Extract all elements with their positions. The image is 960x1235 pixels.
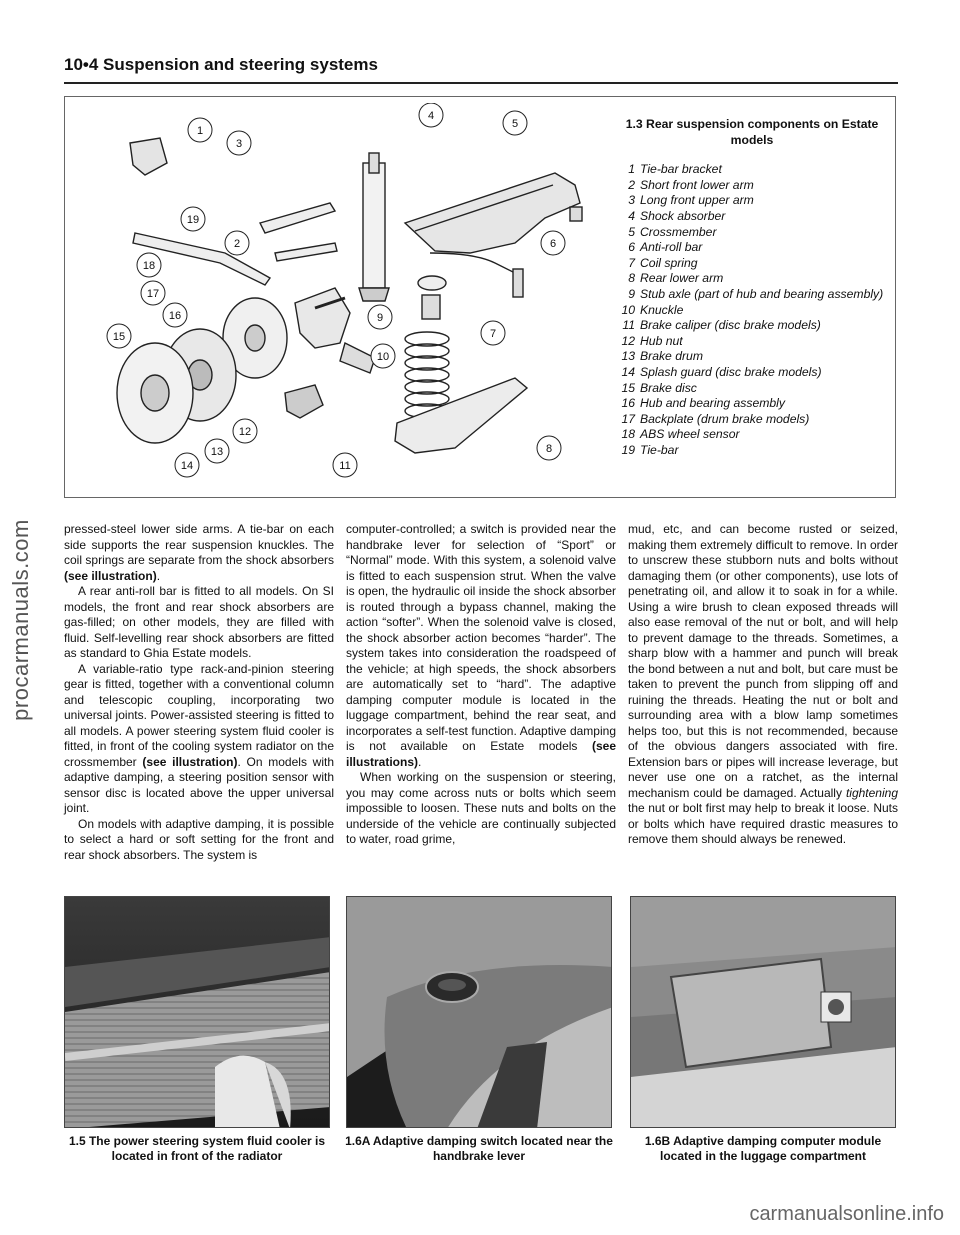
svg-text:14: 14 — [180, 460, 194, 472]
legend-number: 6 — [628, 240, 635, 255]
callout-10 — [371, 344, 395, 368]
svg-text:3: 3 — [235, 138, 243, 150]
svg-text:4: 4 — [427, 110, 435, 122]
legend-item — [607, 209, 887, 225]
legend-number: 11 — [622, 318, 635, 333]
callout-8 — [537, 436, 561, 460]
photo-damping-switch — [346, 896, 612, 1128]
legend-number: 1 — [628, 162, 635, 177]
legend-label: Knuckle — [640, 302, 684, 317]
legend-item — [607, 334, 887, 350]
legend-label: Crossmember — [640, 224, 717, 239]
rear-lower-arm-shape — [395, 378, 527, 453]
legend-item — [607, 287, 887, 303]
svg-text:5: 5 — [511, 118, 519, 130]
callout-12 — [233, 419, 257, 443]
legend-label: ABS wheel sensor — [640, 427, 740, 442]
col2-paragraph-1: computer-controlled; a switch is provided near the handbrake lever for selection of “Sport” or “Normal” mode. With this system, a solenoid valve is fitted to each suspension strut. When the valve is open, the hydraulic oil inside the shock absorber is routed through a bypass channel, making the action “softer”. When the solenoid valve is closed, the shock absorber action becomes “harder”. The system takes into consideration the roadspeed of the vehicle; at high speeds, the shock absorbers are automatically set to “hard”. The adaptive damping computer module is located in the luggage compartment, behind the rear seat, and incorporates a self-test function. Adaptive damping is not available on Estate models (see illustrations). — [346, 522, 616, 769]
legend-label: Shock absorber — [640, 208, 726, 223]
legend-label: Backplate (drum brake models) — [640, 411, 810, 426]
text-column-3 — [628, 522, 898, 848]
col3-paragraph-1: mud, etc, and can become rusted or seized, making them extremely difficult to remove. In order to unscrew these stubborn nuts and bolts without damaging them (or other components), use lots of penetrating oil, and allow it to soak in for a while. Using a wire brush to clean exposed threads will also ease removal of the nut or bolt, and will help to prevent damage to the threads. Sometimes, a sharp blow with a hammer and punch will break the bond between a nut and bolt, but care must be taken to prevent the punch from slipping off and ruining the threads. Heating the nut or bolt and surrounding area with a blow lamp sometimes helps too, but this is not recommended, because of the obvious dangers associated with fire. Extension bars or pipes will increase leverage, but never use one on a ratchet, as the internal mechanism could be damaged. Actually tightening the nut or bolt first may help to break it loose. Nuts or bolts which have required drastic measures to remove them should always be renewed. — [628, 522, 898, 846]
legend-label: Tie-bar — [640, 442, 679, 457]
legend-item — [607, 256, 887, 272]
callout-16 — [163, 303, 187, 327]
legend-number: 13 — [621, 349, 635, 364]
legend-label: Stub axle (part of hub and bearing assembly) — [640, 286, 884, 301]
legend-item — [607, 443, 887, 459]
figure-legend — [607, 117, 887, 458]
exploded-diagram — [75, 103, 605, 493]
svg-text:8: 8 — [545, 443, 553, 455]
col1-paragraph-2: A rear anti-roll bar is fitted to all models. On SI models, the front and rear shock absorbers are gas-filled; on other models, they are filled with fluid. Self-levelling rear shock absorbers are fitted as standard to Ghia Estate models. — [64, 584, 334, 660]
legend-number: 2 — [628, 177, 635, 192]
legend-number: 19 — [621, 442, 635, 457]
callout-17 — [141, 281, 165, 305]
callout-2 — [225, 231, 249, 255]
photo-damping-module — [630, 896, 896, 1128]
legend-item — [607, 381, 887, 397]
legend-label: Short front lower arm — [640, 177, 754, 192]
legend-item — [607, 225, 887, 241]
svg-text:15: 15 — [112, 331, 126, 343]
legend-item — [607, 412, 887, 428]
legend-number: 15 — [621, 380, 635, 395]
legend-label: Hub nut — [640, 333, 683, 348]
svg-text:16: 16 — [168, 310, 182, 322]
legend-label: Splash guard (disc brake models) — [640, 364, 822, 379]
svg-text:18: 18 — [142, 260, 156, 272]
legend-number: 8 — [628, 271, 635, 286]
callout-13 — [205, 439, 229, 463]
callout-7 — [481, 321, 505, 345]
callout-9 — [368, 305, 392, 329]
legend-number: 12 — [621, 333, 635, 348]
col1-paragraph-4: On models with adaptive damping, it is possible to select a hard or soft setting for the front and rear shock absorbers. The system is — [64, 816, 334, 862]
callout-19 — [181, 207, 205, 231]
col2-paragraph-2: When working on the suspension or steering, you may come across nuts or bolts which seem impossible to loosen. These nuts and bolts on the underside of the vehicle are continually subjected to water, road grime, — [346, 770, 616, 846]
svg-text:6: 6 — [549, 238, 557, 250]
shock-absorber-shape — [363, 163, 385, 288]
legend-number: 14 — [621, 364, 635, 379]
svg-text:7: 7 — [489, 328, 497, 340]
legend-number: 18 — [621, 427, 635, 442]
text-column-2 — [346, 522, 616, 848]
photo-fluid-cooler — [64, 896, 330, 1128]
col1-paragraph-1: pressed-steel lower side arms. A tie-bar on each side supports the rear suspension knuckles. The coil springs are separate from the shock absorbers (see illustration). — [64, 522, 334, 583]
figure-rear-suspension — [64, 96, 896, 498]
svg-text:17: 17 — [146, 288, 160, 300]
svg-text:19: 19 — [186, 214, 200, 226]
page-header — [64, 50, 898, 84]
legend-number: 5 — [628, 224, 635, 239]
legend-item — [607, 240, 887, 256]
legend-item — [607, 193, 887, 209]
callout-1 — [188, 118, 212, 142]
side-watermark — [6, 500, 36, 740]
legend-item — [607, 396, 887, 412]
legend-label: Anti-roll bar — [640, 240, 703, 255]
legend-item — [607, 427, 887, 443]
caption-damping-module: 1.6B Adaptive damping computer module located in the luggage compartment — [644, 1134, 882, 1163]
figure-title: 1.3 Rear suspension components on Estate models — [625, 117, 879, 147]
svg-text:9: 9 — [376, 312, 384, 324]
svg-text:2: 2 — [233, 238, 241, 250]
legend-label: Long front upper arm — [640, 193, 754, 208]
legend-number: 7 — [628, 255, 635, 270]
svg-text:10: 10 — [376, 351, 390, 363]
legend-item — [607, 178, 887, 194]
caption-damping-switch: 1.6A Adaptive damping switch located near the handbrake lever — [345, 1134, 613, 1163]
legend-label: Tie-bar bracket — [640, 162, 722, 177]
caption-fluid-cooler: 1.5 The power steering system fluid cooler is located in front of the radiator — [68, 1134, 326, 1163]
legend-item — [607, 303, 887, 319]
page-title: 10•4 Suspension and steering systems — [64, 55, 378, 74]
legend-number: 16 — [621, 396, 635, 411]
legend-number: 3 — [628, 193, 635, 208]
legend-label: Brake caliper (disc brake models) — [640, 318, 821, 333]
legend-label: Rear lower arm — [640, 271, 724, 286]
svg-text:1: 1 — [196, 125, 204, 137]
callout-11 — [333, 453, 357, 477]
callout-4 — [419, 103, 443, 127]
svg-text:13: 13 — [210, 446, 224, 458]
legend-label: Brake disc — [640, 380, 697, 395]
callout-5 — [503, 111, 527, 135]
legend-number: 4 — [628, 208, 635, 223]
legend-label: Brake drum — [640, 349, 703, 364]
callout-3 — [227, 131, 251, 155]
legend-label: Coil spring — [640, 255, 698, 270]
callout-18 — [137, 253, 161, 277]
text-column-1 — [64, 522, 334, 863]
side-watermark-text: procarmanuals.com — [8, 519, 33, 721]
callout-6 — [541, 231, 565, 255]
legend-number: 10 — [621, 302, 635, 317]
footer-watermark: carmanualsonline.info — [749, 1203, 944, 1225]
legend-item — [607, 365, 887, 381]
legend-label: Hub and bearing assembly — [640, 396, 785, 411]
legend-number: 9 — [628, 286, 635, 301]
legend-list — [607, 162, 887, 458]
legend-item — [607, 271, 887, 287]
col1-paragraph-3: A variable-ratio type rack-and-pinion steering gear is fitted, together with a conventional column and telescopic coupling, incorporating two universal joints. Power-assisted steering is fitted to all models. A power steering system fluid cooler is fitted, in front of the cooling system radiator on the crossmember (see illustration). On models with adaptive damping, a steering position sensor with sensor disc is located above the upper universal joint. — [64, 661, 335, 815]
legend-item — [607, 318, 887, 334]
svg-text:11: 11 — [339, 460, 351, 472]
callout-15 — [107, 324, 131, 348]
legend-number: 17 — [621, 411, 635, 426]
legend-item — [607, 349, 887, 365]
svg-text:12: 12 — [238, 426, 252, 438]
legend-item — [607, 162, 887, 178]
callout-14 — [175, 453, 199, 477]
